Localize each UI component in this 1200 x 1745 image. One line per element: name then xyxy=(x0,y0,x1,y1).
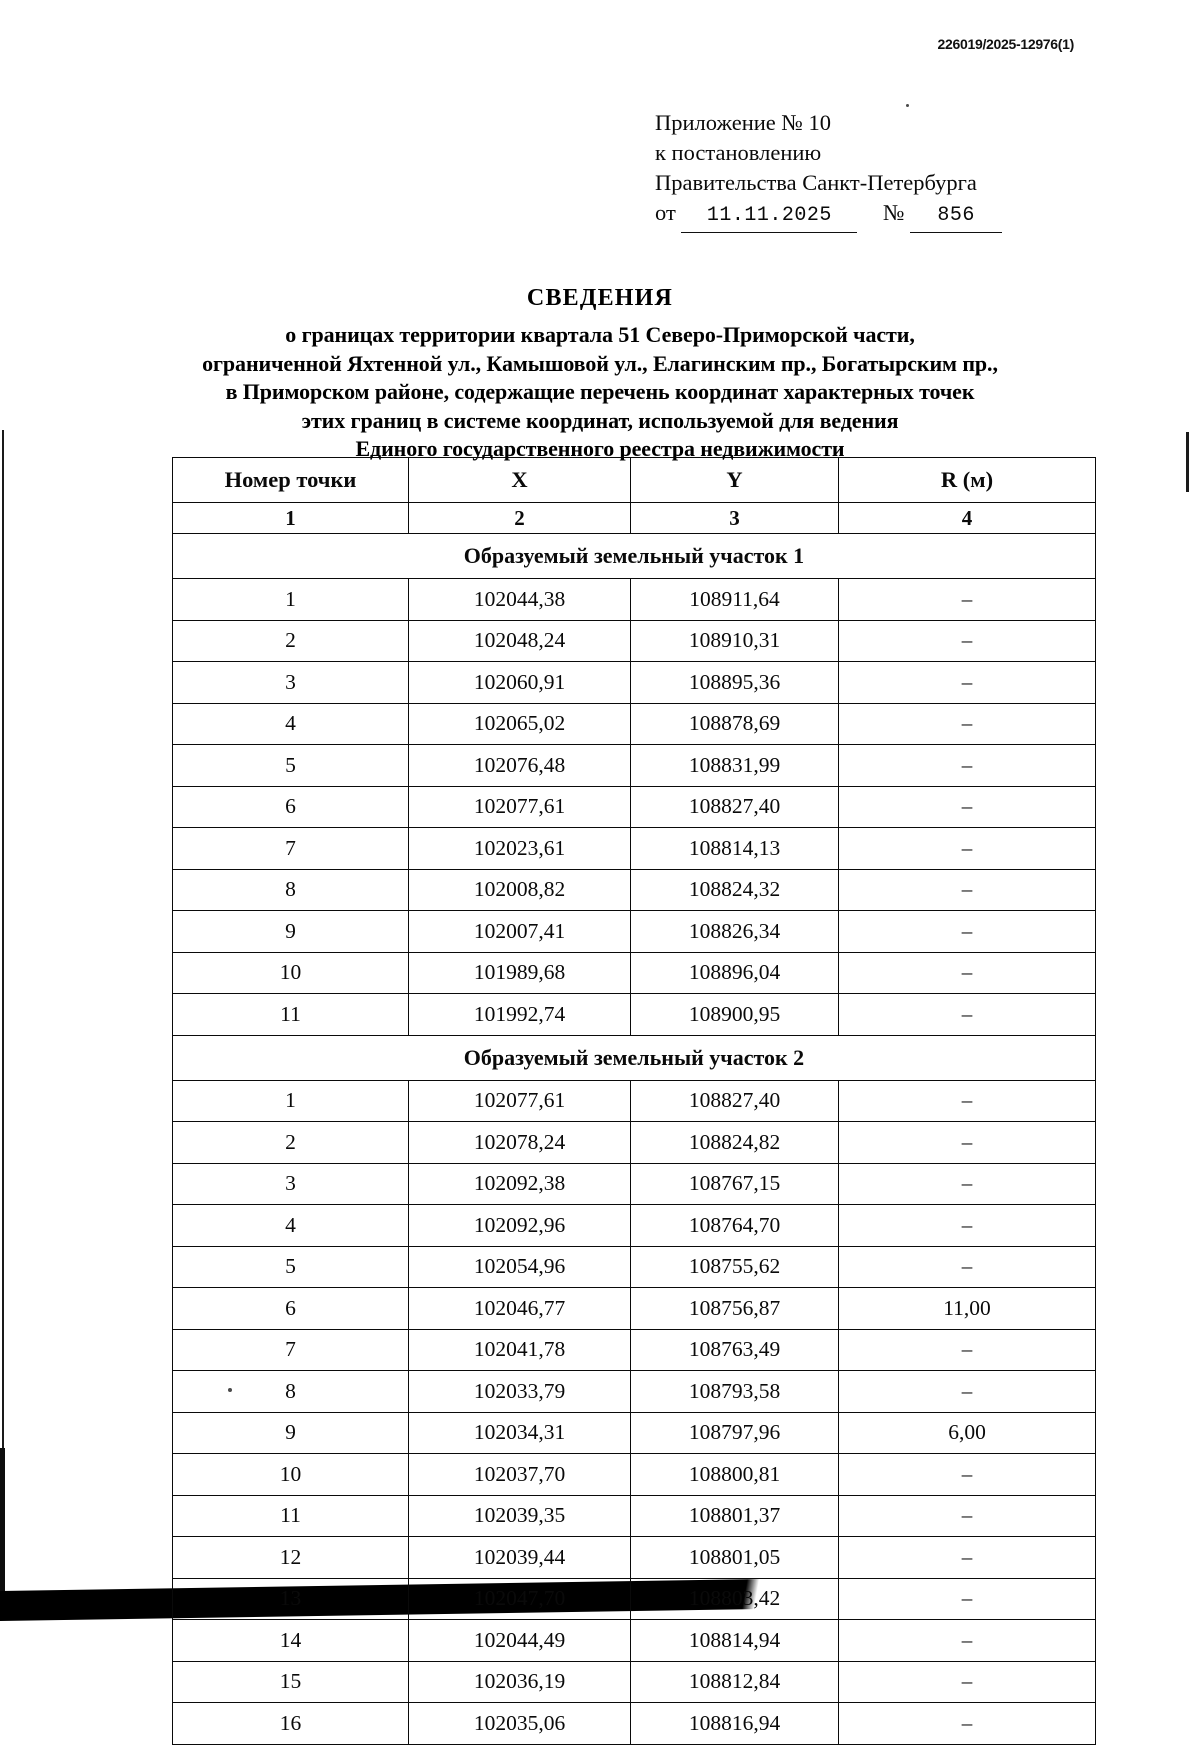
empty-value-dash: – xyxy=(961,669,973,694)
table-row xyxy=(173,703,1096,745)
x-coordinate-cell: 102044,49 xyxy=(409,1620,631,1662)
radius-cell xyxy=(839,1163,1096,1205)
empty-value-dash: – xyxy=(961,1627,973,1652)
radius-cell xyxy=(839,703,1096,745)
page-title: СВЕДЕНИЯ xyxy=(526,285,674,311)
empty-value-dash: – xyxy=(961,877,973,902)
point-number-cell: 4 xyxy=(173,1205,409,1247)
table-row xyxy=(173,1371,1096,1413)
x-coordinate-cell: 102039,35 xyxy=(409,1495,631,1537)
registration-stamp: 226019/2025-12976(1) xyxy=(937,36,1074,52)
empty-value-dash: – xyxy=(961,586,973,611)
column-number-cell: 1 xyxy=(173,503,409,534)
table-row xyxy=(173,952,1096,994)
y-coordinate-cell: 108826,34 xyxy=(631,911,839,953)
empty-value-dash: – xyxy=(961,918,973,943)
column-header-radius: R (м) xyxy=(839,458,1096,503)
point-number-cell: 14 xyxy=(173,1620,409,1662)
column-header-x: X xyxy=(409,458,631,503)
radius-cell xyxy=(839,1246,1096,1288)
y-coordinate-cell: 108814,94 xyxy=(631,1620,839,1662)
x-coordinate-cell: 102092,96 xyxy=(409,1205,631,1247)
column-number-cell: 3 xyxy=(631,503,839,534)
title-subtitle-line: ограниченной Яхтенной ул., Камышовой ул., Елагинским пр., Богатырским пр., xyxy=(202,350,998,376)
x-coordinate-cell: 102078,24 xyxy=(409,1122,631,1164)
table-header xyxy=(173,458,1096,534)
radius-cell xyxy=(839,1080,1096,1122)
y-coordinate-cell: 108824,82 xyxy=(631,1122,839,1164)
y-coordinate-cell: 108801,37 xyxy=(631,1495,839,1537)
empty-value-dash: – xyxy=(961,1171,973,1196)
x-coordinate-cell: 102036,19 xyxy=(409,1661,631,1703)
empty-value-dash: – xyxy=(961,711,973,736)
point-number-cell: 6 xyxy=(173,1288,409,1330)
scan-speck xyxy=(906,104,909,107)
x-coordinate-cell: 102007,41 xyxy=(409,911,631,953)
empty-value-dash: – xyxy=(961,1669,973,1694)
y-coordinate-cell: 108831,99 xyxy=(631,745,839,787)
point-number-cell: 8 xyxy=(173,869,409,911)
table-row xyxy=(173,786,1096,828)
radius-cell xyxy=(839,620,1096,662)
empty-value-dash: – xyxy=(961,835,973,860)
x-coordinate-cell: 102046,77 xyxy=(409,1288,631,1330)
table-row xyxy=(173,1495,1096,1537)
empty-value-dash: – xyxy=(961,1710,973,1735)
appendix-reference-block xyxy=(655,108,1002,233)
y-coordinate-cell: 108827,40 xyxy=(631,1080,839,1122)
x-coordinate-cell: 102077,61 xyxy=(409,786,631,828)
point-number-cell: 9 xyxy=(173,911,409,953)
appendix-line-2: к постановлению xyxy=(655,140,822,165)
x-coordinate-cell: 102037,70 xyxy=(409,1454,631,1496)
x-coordinate-cell: 102060,91 xyxy=(409,662,631,704)
table-row xyxy=(173,1537,1096,1579)
point-number-cell: 16 xyxy=(173,1703,409,1745)
radius-cell xyxy=(839,579,1096,621)
radius-cell xyxy=(839,1537,1096,1579)
column-header-point-number: Номер точки xyxy=(173,458,409,503)
title-subtitle-line: в Приморском районе, содержащие перечень координат характерных точек xyxy=(225,379,975,404)
table-row xyxy=(173,745,1096,787)
y-coordinate-cell: 108878,69 xyxy=(631,703,839,745)
radius-cell xyxy=(839,1620,1096,1662)
empty-value-dash: – xyxy=(961,960,973,985)
appendix-line-3: Правительства Санкт-Петербурга xyxy=(655,170,977,195)
table-row xyxy=(173,994,1096,1036)
x-coordinate-cell: 101992,74 xyxy=(409,994,631,1036)
point-number-cell: 1 xyxy=(173,579,409,621)
table-row xyxy=(173,1578,1096,1620)
x-coordinate-cell: 102092,38 xyxy=(409,1163,631,1205)
point-number-cell: 1 xyxy=(173,1080,409,1122)
y-coordinate-cell: 108763,49 xyxy=(631,1329,839,1371)
y-coordinate-cell: 108755,62 xyxy=(631,1246,839,1288)
group-header-label: Образуемый земельный участок 1 xyxy=(173,534,1096,579)
group-header-label: Образуемый земельный участок 2 xyxy=(173,1035,1096,1080)
y-coordinate-cell: 108812,84 xyxy=(631,1661,839,1703)
decree-date-value: 11.11.2025 xyxy=(681,201,857,233)
point-number-cell: 10 xyxy=(173,952,409,994)
column-number-cell: 4 xyxy=(839,503,1096,534)
point-number-cell: 12 xyxy=(173,1537,409,1579)
y-coordinate-cell: 108793,58 xyxy=(631,1371,839,1413)
y-coordinate-cell: 108910,31 xyxy=(631,620,839,662)
title-subtitle-line: этих границ в системе координат, используемой для ведения xyxy=(301,407,899,433)
table-row xyxy=(173,1122,1096,1164)
x-coordinate-cell: 102077,61 xyxy=(409,1080,631,1122)
table-row xyxy=(173,869,1096,911)
empty-value-dash: – xyxy=(961,1378,973,1403)
table-row xyxy=(173,1246,1096,1288)
empty-value-dash: – xyxy=(961,1212,973,1237)
column-number-cell: 2 xyxy=(409,503,631,534)
point-number-cell: 9 xyxy=(173,1412,409,1454)
table-row xyxy=(173,1454,1096,1496)
y-coordinate-cell: 108800,81 xyxy=(631,1454,839,1496)
group-header-row xyxy=(173,1035,1096,1080)
scan-artifact-left-edge xyxy=(2,430,4,1510)
point-number-cell: 13 xyxy=(173,1578,409,1620)
radius-cell xyxy=(839,1495,1096,1537)
empty-value-dash: – xyxy=(961,752,973,777)
x-coordinate-cell: 102048,24 xyxy=(409,620,631,662)
empty-value-dash: – xyxy=(961,1544,973,1569)
point-number-cell: 6 xyxy=(173,786,409,828)
y-coordinate-cell: 108824,32 xyxy=(631,869,839,911)
point-number-cell: 15 xyxy=(173,1661,409,1703)
decree-number-value: 856 xyxy=(910,201,1002,233)
x-coordinate-cell: 102076,48 xyxy=(409,745,631,787)
table-row xyxy=(173,1703,1096,1745)
point-number-cell: 4 xyxy=(173,703,409,745)
radius-cell xyxy=(839,1371,1096,1413)
radius-cell xyxy=(839,994,1096,1036)
radius-cell xyxy=(839,828,1096,870)
radius-cell xyxy=(839,1454,1096,1496)
radius-cell xyxy=(839,1578,1096,1620)
point-number-cell: 11 xyxy=(173,1495,409,1537)
table-row xyxy=(173,828,1096,870)
group-header-row xyxy=(173,534,1096,579)
x-coordinate-cell: 102047,70 xyxy=(409,1578,631,1620)
radius-cell xyxy=(839,745,1096,787)
empty-value-dash: – xyxy=(961,1503,973,1528)
radius-cell xyxy=(839,952,1096,994)
y-coordinate-cell: 108756,87 xyxy=(631,1288,839,1330)
radius-cell xyxy=(839,1205,1096,1247)
y-coordinate-cell: 108801,05 xyxy=(631,1537,839,1579)
date-prefix-label: от xyxy=(655,200,676,225)
y-coordinate-cell: 108764,70 xyxy=(631,1205,839,1247)
empty-value-dash: – xyxy=(961,1461,973,1486)
scan-artifact-left-edge-lower xyxy=(0,1448,5,1598)
x-coordinate-cell: 102033,79 xyxy=(409,1371,631,1413)
document-title-block xyxy=(0,285,1200,464)
empty-value-dash: – xyxy=(961,1254,973,1279)
x-coordinate-cell: 102035,06 xyxy=(409,1703,631,1745)
table-row xyxy=(173,620,1096,662)
table-header-row xyxy=(173,458,1096,503)
table-row xyxy=(173,1412,1096,1454)
empty-value-dash: – xyxy=(961,1001,973,1026)
y-coordinate-cell: 108896,04 xyxy=(631,952,839,994)
number-symbol-label: № xyxy=(883,200,905,225)
title-subtitle-line: о границах территории квартала 51 Северо-Приморской части, xyxy=(285,322,915,347)
y-coordinate-cell: 108900,95 xyxy=(631,994,839,1036)
table-row xyxy=(173,911,1096,953)
radius-cell xyxy=(839,786,1096,828)
point-number-cell: 7 xyxy=(173,828,409,870)
table-row xyxy=(173,579,1096,621)
y-coordinate-cell: 108827,40 xyxy=(631,786,839,828)
table-row xyxy=(173,662,1096,704)
point-number-cell: 2 xyxy=(173,1122,409,1164)
empty-value-dash: – xyxy=(961,628,973,653)
y-coordinate-cell: 108816,94 xyxy=(631,1703,839,1745)
x-coordinate-cell: 101989,68 xyxy=(409,952,631,994)
point-number-cell: 5 xyxy=(173,1246,409,1288)
y-coordinate-cell: 108814,13 xyxy=(631,828,839,870)
point-number-cell: 7 xyxy=(173,1329,409,1371)
y-coordinate-cell: 108803,42 xyxy=(631,1578,839,1620)
coordinates-table xyxy=(172,457,1096,1745)
radius-cell xyxy=(839,1703,1096,1745)
table-column-number-row xyxy=(173,503,1096,534)
point-number-cell: 3 xyxy=(173,662,409,704)
table-row xyxy=(173,1620,1096,1662)
point-number-cell: 10 xyxy=(173,1454,409,1496)
point-number-cell: 8 xyxy=(173,1371,409,1413)
x-coordinate-cell: 102039,44 xyxy=(409,1537,631,1579)
table-row xyxy=(173,1661,1096,1703)
x-coordinate-cell: 102065,02 xyxy=(409,703,631,745)
radius-cell: 6,00 xyxy=(839,1412,1096,1454)
y-coordinate-cell: 108767,15 xyxy=(631,1163,839,1205)
point-number-cell: 2 xyxy=(173,620,409,662)
x-coordinate-cell: 102034,31 xyxy=(409,1412,631,1454)
radius-cell xyxy=(839,1661,1096,1703)
y-coordinate-cell: 108911,64 xyxy=(631,579,839,621)
empty-value-dash: – xyxy=(961,1088,973,1113)
column-header-y: Y xyxy=(631,458,839,503)
empty-value-dash: – xyxy=(961,1586,973,1611)
x-coordinate-cell: 102044,38 xyxy=(409,579,631,621)
x-coordinate-cell: 102041,78 xyxy=(409,1329,631,1371)
point-number-cell: 5 xyxy=(173,745,409,787)
table-row xyxy=(173,1288,1096,1330)
radius-cell xyxy=(839,869,1096,911)
appendix-date-number-line xyxy=(655,198,1002,233)
appendix-line-1: Приложение № 10 xyxy=(655,110,831,135)
y-coordinate-cell: 108797,96 xyxy=(631,1412,839,1454)
x-coordinate-cell: 102054,96 xyxy=(409,1246,631,1288)
point-number-cell: 11 xyxy=(173,994,409,1036)
radius-cell xyxy=(839,1329,1096,1371)
empty-value-dash: – xyxy=(961,794,973,819)
table-row xyxy=(173,1205,1096,1247)
empty-value-dash: – xyxy=(961,1337,973,1362)
radius-cell: 11,00 xyxy=(839,1288,1096,1330)
table-row xyxy=(173,1163,1096,1205)
table-body xyxy=(173,534,1096,1745)
radius-cell xyxy=(839,911,1096,953)
radius-cell xyxy=(839,662,1096,704)
point-number-cell: 3 xyxy=(173,1163,409,1205)
empty-value-dash: – xyxy=(961,1129,973,1154)
x-coordinate-cell: 102008,82 xyxy=(409,869,631,911)
table-row xyxy=(173,1080,1096,1122)
title-subtitle-line: Единого государственного реестра недвижимости xyxy=(355,436,845,461)
y-coordinate-cell: 108895,36 xyxy=(631,662,839,704)
radius-cell xyxy=(839,1122,1096,1164)
x-coordinate-cell: 102023,61 xyxy=(409,828,631,870)
table-row xyxy=(173,1329,1096,1371)
